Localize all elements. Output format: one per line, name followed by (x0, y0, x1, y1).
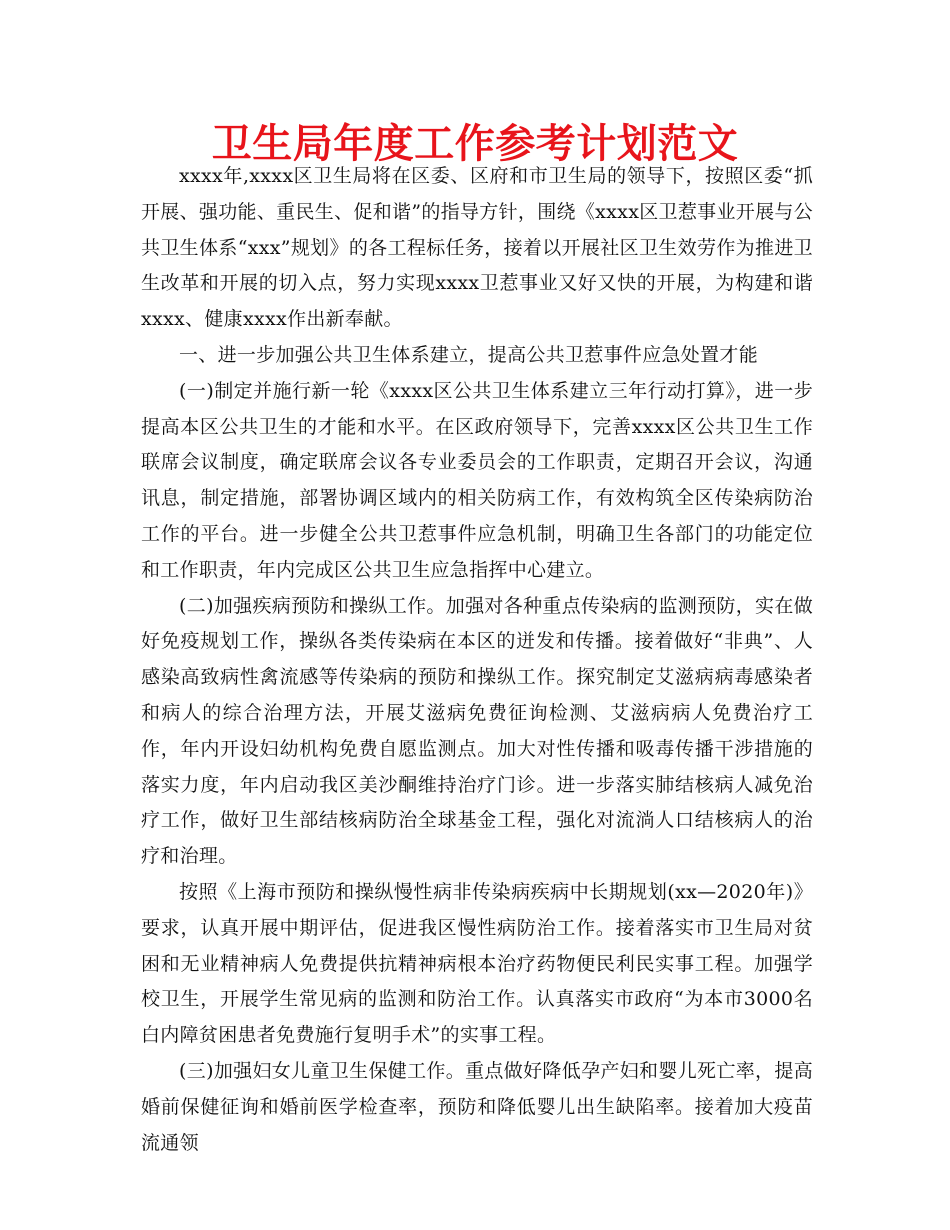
document-body (141, 159, 813, 1161)
paragraph-item-3: (三)加强妇女儿童卫生保健工作。重点做好降低孕产妇和婴儿死亡率，提高婚前保健征询和婚前医学检查率，预防和降低婴儿出生缺陷率。接着加大疫苗流通领 (141, 1059, 813, 1154)
section-heading-1: 一、进一步加强公共卫生体系建立，提高公共卫惹事件应急处置才能 (179, 343, 759, 366)
paragraph-intro: xxxx年,xxxx区卫生局将在区委、区府和市卫生局的领导下，按照区委“抓开展、强功能、重民生、促和谐”的指导方针，围绕《xxxx区卫惹事业开展与公共卫生体系“xxx”规划》的各工程标任务，接着以开展社区卫生效劳作为推进卫生改革和开展的切入点，努力实现xxxx卫惹事业又好又快的开展，为构建和谐xxxx、健康xxxx作出新奉献。 (141, 165, 813, 331)
paragraph-chronic-disease: 按照《上海市预防和操纵慢性病非传染病疾病中长期规划(xx—2020年)》要求，认真开展中期评估，促进我区慢性病防治工作。接着落实市卫生局对贫困和无业精神病人免费提供抗精神病根本治疗药物便民利民实事工程。加强学校卫生，开展学生常见病的监测和防治工作。认真落实市政府“为本市3000名白内障贫困患者免费施行复明手术”的实事工程。 (141, 880, 813, 1047)
paragraph-item-2: (二)加强疾病预防和操纵工作。加强对各种重点传染病的监测预防，实在做好免疫规划工作，操纵各类传染病在本区的迸发和传播。接着做好“非典”、人感染高致病性禽流感等传染病的预防和操纵工作。探究制定艾滋病病毒感染者和病人的综合治理方法，开展艾滋病免费征询检测、艾滋病病人免费治疗工作，年内开设妇幼机构免费自愿监测点。加大对性传播和吸毒传播干涉措施的落实力度，年内启动我区美沙酮维持治疗门诊。进一步落实肺结核病人减免治疗工作，做好卫生部结核病防治全球基金工程，强化对流淌人口结核病人的治疗和治理。 (141, 594, 813, 868)
document-title: 卫生局年度工作参考计划范文 (211, 121, 739, 167)
paragraph-item-1: (一)制定并施行新一轮《xxxx区公共卫生体系建立三年行动打算》，进一步提高本区公共卫生的才能和水平。在区政府领导下，完善xxxx区公共卫生工作联席会议制度，确定联席会议各专业委员会的工作职责，定期召开会议，沟通讯息，制定措施，部署协调区域内的相关防病工作，有效构筑全区传染病防治工作的平台。进一步健全公共卫惹事件应急机制，明确卫生各部门的功能定位和工作职责，年内完成区公共卫生应急指挥中心建立。 (141, 379, 813, 581)
